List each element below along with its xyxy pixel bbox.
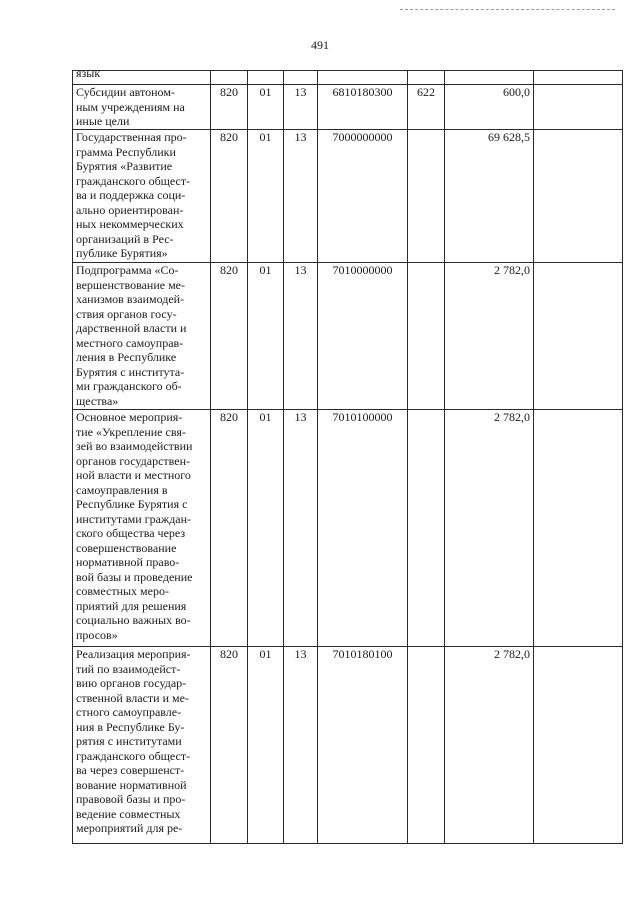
amount-cell: 2 782,0 [445, 263, 534, 410]
admin-code-cell: 820 [211, 647, 248, 844]
extra-cell [534, 647, 623, 844]
row-name-cell: язык [73, 71, 211, 85]
expense-type-cell [408, 410, 445, 647]
expense-type-cell [408, 71, 445, 85]
extra-cell [534, 130, 623, 263]
amount-cell: 69 628,5 [445, 130, 534, 263]
extra-cell [534, 71, 623, 85]
amount-cell: 600,0 [445, 85, 534, 130]
target-code-cell: 7010180100 [318, 647, 408, 844]
row-name-cell: Подпрограмма «Со- вершенствование ме- ханизмов взаимодей- ствия органов госу- дарственной власти и местного самоуправ- ления в Республике Бурятия с института- ми гражданского об- щества» [73, 263, 211, 410]
subsection-code-cell: 13 [284, 85, 318, 130]
section-code-cell: 01 [248, 647, 284, 844]
amount-cell: 2 782,0 [445, 647, 534, 844]
table-row [73, 85, 623, 130]
target-code-cell: 7010000000 [318, 263, 408, 410]
admin-code-cell [211, 71, 248, 85]
section-code-cell: 01 [248, 85, 284, 130]
extra-cell [534, 85, 623, 130]
admin-code-cell: 820 [211, 263, 248, 410]
scan-artifact-line [400, 9, 615, 10]
admin-code-cell: 820 [211, 410, 248, 647]
subsection-code-cell: 13 [284, 263, 318, 410]
admin-code-cell: 820 [211, 130, 248, 263]
target-code-cell: 6810180300 [318, 85, 408, 130]
amount-cell: 2 782,0 [445, 410, 534, 647]
expense-type-cell [408, 263, 445, 410]
row-name-cell: Субсидии автоном- ным учреждениям на иные цели [73, 85, 211, 130]
section-code-cell: 01 [248, 410, 284, 647]
section-code-cell: 01 [248, 130, 284, 263]
extra-cell [534, 263, 623, 410]
table-row [73, 263, 623, 410]
amount-cell [445, 71, 534, 85]
subsection-code-cell [284, 71, 318, 85]
expense-type-cell: 622 [408, 85, 445, 130]
table-row [73, 410, 623, 647]
target-code-cell: 7010100000 [318, 410, 408, 647]
section-code-cell [248, 71, 284, 85]
table-row [73, 647, 623, 844]
subsection-code-cell: 13 [284, 410, 318, 647]
expense-type-cell [408, 130, 445, 263]
admin-code-cell: 820 [211, 85, 248, 130]
subsection-code-cell: 13 [284, 647, 318, 844]
budget-table [72, 70, 623, 844]
table-row [73, 130, 623, 263]
extra-cell [534, 410, 623, 647]
row-name-cell: Государственная про- грамма Республики Бурятия «Развитие гражданского общест- ва и поддержка соци- ально ориентирован- ных некоммерческих организаций в Рес- публике Бурятия» [73, 130, 211, 263]
target-code-cell [318, 71, 408, 85]
table-row [73, 71, 623, 85]
row-name-cell: Основное мероприя- тие «Укрепление свя- зей во взаимодействии органов государствен- ной власти и местного самоуправления в Республике Бурятия с институтами граждан- ского общества через совершенствование нормативной право- вой базы и проведение совместных меро- приятий для решения социально важных во- просов» [73, 410, 211, 647]
row-name-cell: Реализация мероприя- тий по взаимодейст- вию органов государ- ственной власти и ме- стного самоуправле- ния в Республике Бу- рятия с институтами гражданского общест- ва через совершенст- вование нормативной правовой базы и про- ведение совместных мероприятий для ре- [73, 647, 211, 844]
target-code-cell: 7000000000 [318, 130, 408, 263]
subsection-code-cell: 13 [284, 130, 318, 263]
expense-type-cell [408, 647, 445, 844]
page-number: 491 [311, 38, 329, 52]
section-code-cell: 01 [248, 263, 284, 410]
